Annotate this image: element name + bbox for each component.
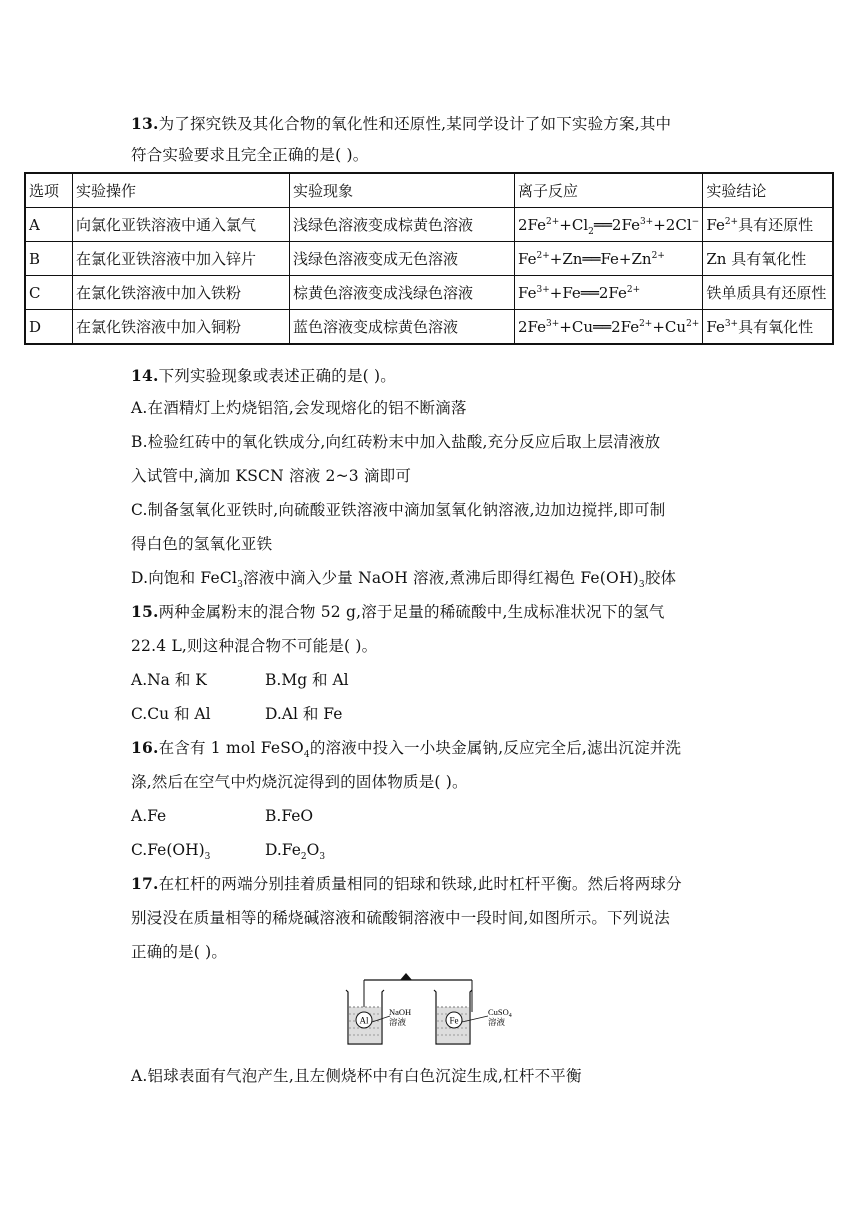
lever-beaker-figure xyxy=(342,972,532,1052)
cuso4-label: CuSO$_4$ xyxy=(488,1007,512,1019)
header-ionic-reaction: 离子反应 xyxy=(515,173,703,208)
q17-stem-line2: 别浸没在质量相等的稀烧碱溶液和硫酸铜溶液中一段时间,如图所示。下列说法 xyxy=(131,909,670,927)
row-option: A xyxy=(25,208,73,242)
header-operation: 实验操作 xyxy=(73,173,290,208)
q13-stem-line2: 符合实验要求且完全正确的是( )。 xyxy=(131,146,369,164)
row-conclusion: $Fe^{3+}$具有氧化性 xyxy=(703,310,833,345)
row-option: B xyxy=(25,242,73,276)
q15-option-c: C.Cu 和 Al xyxy=(131,705,211,723)
row-ionic-reaction: $2Fe^{3+}+Cu══2Fe^{2+}+Cu^{2+}$ xyxy=(515,310,703,345)
row-conclusion: Zn 具有氧化性 xyxy=(703,242,833,276)
q14-option-a: A.在酒精灯上灼烧铝箔,会发现熔化的铝不断滴落 xyxy=(131,399,467,417)
q17-option-a: A.铝球表面有气泡产生,且左侧烧杯中有白色沉淀生成,杠杆不平衡 xyxy=(131,1067,582,1085)
row-option: D xyxy=(25,310,73,345)
q14-option-c-line2: 得白色的氢氧化亚铁 xyxy=(131,535,273,553)
row-option: C xyxy=(25,276,73,310)
row-ionic-reaction: $2Fe^{2+}+Cl_2══2Fe^{3+}+2Cl^-$ xyxy=(515,208,703,242)
q17-stem-line1: 17.在杠杆的两端分别挂着质量相同的铝球和铁球,此时杠杆平衡。然后将两球分 xyxy=(131,874,682,893)
experiment-table xyxy=(24,172,834,345)
q14-stem: 14.下列实验现象或表述正确的是( )。 xyxy=(131,366,397,385)
q14-option-d: D.向饱和 FeCl$_3$溶液中滴入少量 NaOH 溶液,煮沸后即得红褐色 $Fe(OH)_3$胶体 xyxy=(131,569,677,591)
q17-stem-line3: 正确的是( )。 xyxy=(131,943,228,961)
q16-stem-line1: 16.在含有 1 mol FeSO$_4$的溶液中投入一小块金属钠,反应完全后,滤出沉淀并洗 xyxy=(131,738,682,761)
header-option: 选项 xyxy=(25,173,73,208)
table-header-row xyxy=(25,173,833,208)
q16-option-a: A.Fe xyxy=(131,807,167,825)
q15-stem-line1: 15.两种金属粉末的混合物 52 g,溶于足量的稀硫酸中,生成标准状况下的氢气 xyxy=(131,602,665,621)
row-ionic-reaction: $Fe^{2+}+Zn══Fe+Zn^{2+}$ xyxy=(515,242,703,276)
q16-option-d: $D.Fe_2O_3$ xyxy=(265,841,326,863)
q13-stem-line1: 13.为了探究铁及其化合物的氧化性和还原性,某同学设计了如下实验方案,其中 xyxy=(131,114,672,133)
q15-stem-line2: 22.4 L,则这种混合物不可能是( )。 xyxy=(131,637,378,655)
al-label: Al xyxy=(359,1015,369,1026)
q15-option-b: B.Mg 和 Al xyxy=(265,671,349,689)
header-phenomenon: 实验现象 xyxy=(290,173,515,208)
row-conclusion: $Fe^{2+}$具有还原性 xyxy=(703,208,833,242)
cuso4-solution-label: 溶液 xyxy=(488,1018,506,1028)
row-operation: 在氯化铁溶液中加入铁粉 xyxy=(73,276,290,310)
row-conclusion: 铁单质具有还原性 xyxy=(703,276,833,310)
row-phenomenon: 浅绿色溶液变成棕黄色溶液 xyxy=(290,208,515,242)
table-row xyxy=(25,276,833,310)
row-phenomenon: 蓝色溶液变成棕黄色溶液 xyxy=(290,310,515,345)
row-phenomenon: 棕黄色溶液变成浅绿色溶液 xyxy=(290,276,515,310)
q16-option-c: $C.Fe(OH)_3$ xyxy=(131,841,211,863)
table-row xyxy=(25,208,833,242)
q14-option-b-line2: 入试管中,滴加 KSCN 溶液 2~3 滴即可 xyxy=(131,467,412,485)
row-ionic-reaction: $Fe^{3+}+Fe══2Fe^{2+}$ xyxy=(515,276,703,310)
row-operation: 向氯化亚铁溶液中通入氯气 xyxy=(73,208,290,242)
q14-option-c-line1: C.制备氢氧化亚铁时,向硫酸亚铁溶液中滴加氢氧化钠溶液,边加边搅拌,即可制 xyxy=(131,501,666,519)
row-operation: 在氯化亚铁溶液中加入锌片 xyxy=(73,242,290,276)
table-row xyxy=(25,310,833,345)
q15-option-d: D.Al 和 Fe xyxy=(265,705,343,723)
row-operation: 在氯化铁溶液中加入铜粉 xyxy=(73,310,290,345)
table-row xyxy=(25,242,833,276)
q16-stem-line2: 涤,然后在空气中灼烧沉淀得到的固体物质是( )。 xyxy=(131,773,468,791)
q14-option-b-line1: B.检验红砖中的氧化铁成分,向红砖粉末中加入盐酸,充分反应后取上层清液放 xyxy=(131,433,661,451)
fe-label: Fe xyxy=(449,1015,459,1026)
naoh-label: NaOH xyxy=(389,1007,412,1017)
q16-option-b: B.FeO xyxy=(265,807,314,825)
header-conclusion: 实验结论 xyxy=(703,173,833,208)
q15-option-a: A.Na 和 K xyxy=(131,671,207,689)
naoh-solution-label: 溶液 xyxy=(389,1018,407,1028)
row-phenomenon: 浅绿色溶液变成无色溶液 xyxy=(290,242,515,276)
fulcrum-icon xyxy=(400,973,412,980)
